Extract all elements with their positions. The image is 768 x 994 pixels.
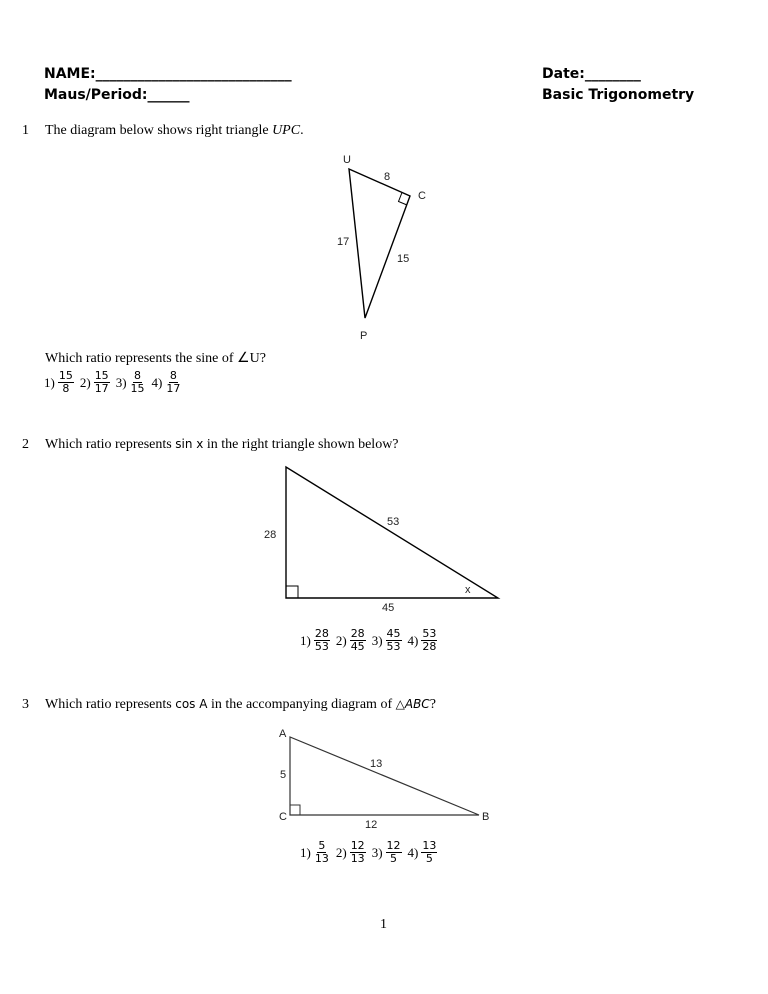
answer-option: 4) $\frac{53}{28}$	[407, 627, 437, 653]
answer-option: 3) $\frac{12}{5}$	[371, 839, 401, 865]
side-label-ab: 13	[370, 758, 383, 770]
vertex-label-c: C	[279, 811, 287, 823]
question-3-prompt: Which ratio represents cos A in the accompanying diagram of △ABC?	[45, 697, 436, 712]
answer-option: 1) $\frac{5}{13}$	[300, 839, 329, 865]
date-field-label: Date:________	[542, 66, 641, 82]
side-label-up: 17	[337, 236, 350, 248]
answer-option: 4) $\frac{8}{17}$	[151, 369, 181, 395]
worksheet-subject: Basic Trigonometry	[542, 87, 695, 103]
answer-option: 3) $\frac{8}{15}$	[115, 369, 145, 395]
side-label-ac: 5	[280, 769, 287, 781]
question-1-followup: Which ratio represents the sine of ∠U?	[45, 351, 266, 366]
vertex-label-b: B	[482, 811, 490, 823]
answer-option: 1) $\frac{15}{8}$	[44, 369, 73, 395]
answer-option: 2) $\frac{28}{45}$	[335, 627, 365, 653]
side-label-vertical: 28	[264, 529, 277, 541]
vertex-label-u: U	[343, 154, 351, 166]
name-field-label: NAME:____________________________	[44, 66, 292, 82]
answer-option: 2) $\frac{12}{13}$	[335, 839, 365, 865]
side-label-horizontal: 45	[382, 602, 395, 614]
side-label-uc: 8	[384, 171, 391, 183]
question-2-prompt: Which ratio represents sin x in the right triangle shown below?	[45, 437, 399, 452]
side-label-cb: 12	[365, 819, 378, 831]
answer-option: 1) $\frac{28}{53}$	[300, 627, 329, 653]
vertex-label-a: A	[279, 728, 287, 740]
question-3-options	[300, 840, 443, 865]
vertex-label-c: C	[418, 190, 426, 202]
question-number: 1	[22, 123, 29, 138]
answer-option: 4) $\frac{13}{5}$	[407, 839, 437, 865]
answer-option: 2) $\frac{15}{17}$	[79, 369, 109, 395]
vertex-label-p: P	[360, 330, 368, 342]
side-label-hypotenuse: 53	[387, 516, 400, 528]
side-label-cp: 15	[397, 253, 410, 265]
question-1-prompt: The diagram below shows right triangle UPC.	[45, 123, 304, 138]
angle-label-x: x	[465, 584, 471, 596]
period-field-label: Maus/Period:______	[44, 87, 190, 103]
question-number: 2	[22, 437, 29, 452]
question-number: 3	[22, 697, 29, 712]
answer-option: 3) $\frac{45}{53}$	[371, 627, 401, 653]
page-number: 1	[380, 917, 387, 932]
